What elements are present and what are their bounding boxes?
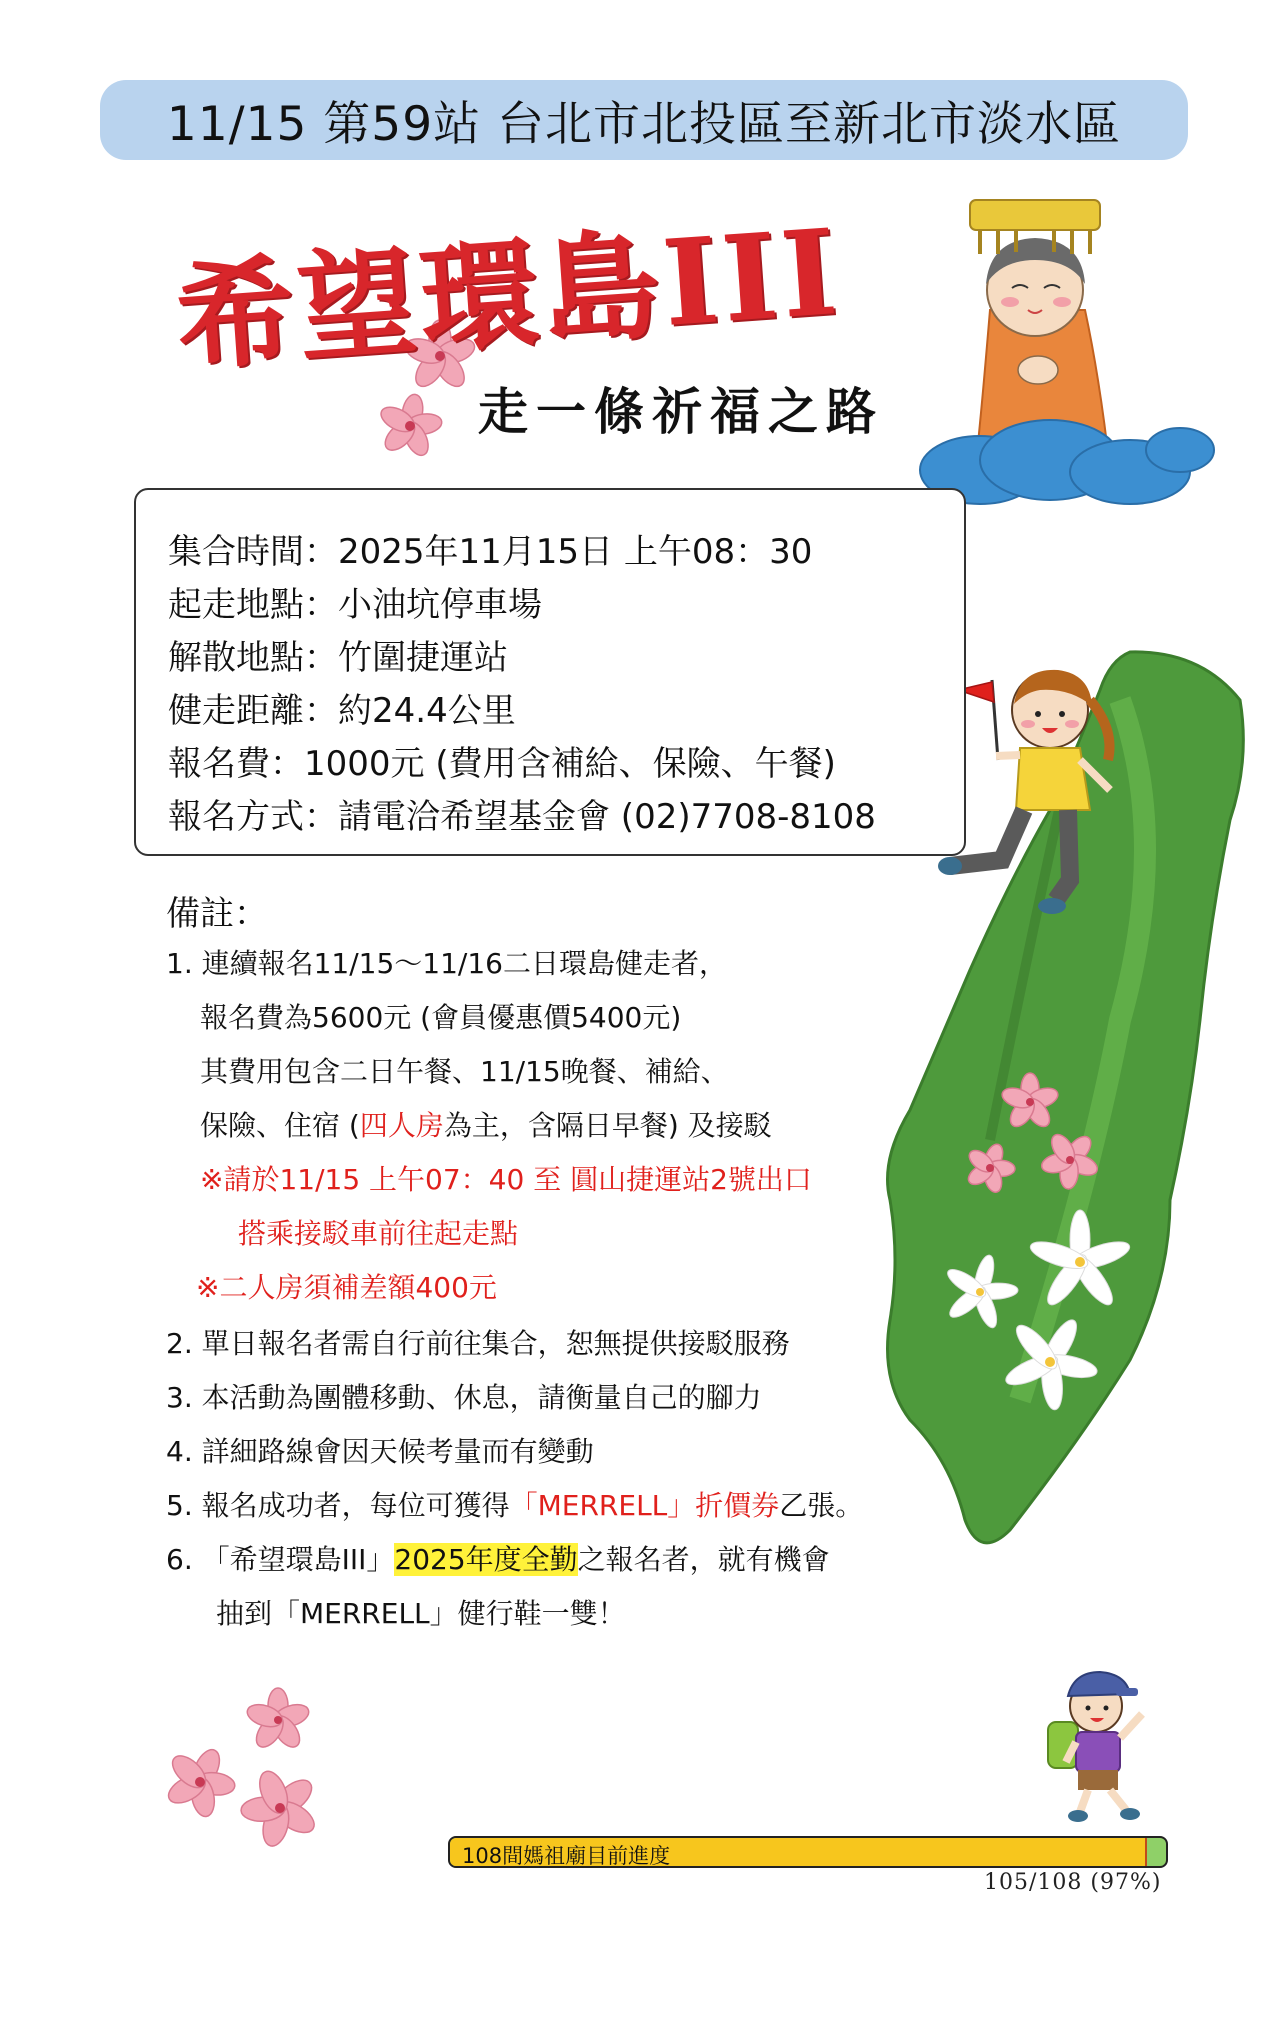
registration-method: 報名方式：請電洽希望基金會 (02)7708-8108 xyxy=(168,797,876,837)
header-bar xyxy=(100,80,1188,160)
registration-fee: 報名費：1000元 (費用含補給、保險、午餐) xyxy=(168,744,836,784)
note-3: 3. 本活動為團體移動、休息，請衡量自己的腳力 xyxy=(166,1381,762,1414)
sakura-flower-icon xyxy=(164,1746,236,1819)
walking-distance: 健走距離：約24.4公里 xyxy=(168,691,516,731)
tung-flower-icon xyxy=(1027,1210,1132,1310)
assembly-time: 集合時間：2025年11月15日 上午08：30 xyxy=(168,532,813,572)
temple-progress-bar xyxy=(448,1836,1168,1868)
note-5: 5. 報名成功者，每位可獲得「MERRELL」折價券乙張。 xyxy=(166,1489,864,1522)
note-4: 4. 詳細路線會因天候考量而有變動 xyxy=(166,1435,594,1468)
notes-heading: 備註： xyxy=(166,894,268,934)
progress-label: 108間媽祖廟目前進度 xyxy=(462,1844,671,1868)
girl-with-flag-icon xyxy=(940,660,1140,920)
note-1-line-2: 報名費為5600元 (會員優惠價5400元) xyxy=(200,1001,682,1034)
full-attendance-highlight: 2025年度全勤 xyxy=(394,1543,578,1576)
sakura-flower-icon xyxy=(244,1688,311,1752)
sakura-cluster-island-icon xyxy=(960,1072,1120,1212)
sakura-flower-icon xyxy=(377,393,443,459)
event-info-box xyxy=(134,488,966,856)
sakura-flower-icon xyxy=(1000,1073,1061,1131)
sakura-flower-icon xyxy=(240,1767,319,1848)
double-room-notice: ※二人房須補差額400元 xyxy=(196,1271,497,1304)
progress-count: 105/108 (97%) xyxy=(984,1870,1162,1895)
note-1-line-3: 其費用包含二日午餐、11/15晚餐、補給、 xyxy=(200,1055,729,1088)
note-6-line-2: 抽到「MERRELL」健行鞋一雙！ xyxy=(216,1597,626,1630)
note-1-line-4: 保險、住宿 (四人房為主，含隔日早餐) 及接駁 xyxy=(200,1109,772,1142)
note-1-line-1: 1. 連續報名11/15～11/16二日環島健走者， xyxy=(166,947,727,980)
merrell-coupon-text: 「MERRELL」折價券 xyxy=(509,1489,780,1522)
start-location: 起走地點：小油坑停車場 xyxy=(168,585,542,625)
page-title: 11/15 第59站 台北市北投區至新北市淡水區 xyxy=(166,96,1122,152)
note-2: 2. 單日報名者需自行前往集合，恕無提供接駁服務 xyxy=(166,1327,790,1360)
tung-flower-icon xyxy=(1002,1315,1099,1410)
four-person-room-text: 四人房 xyxy=(359,1109,444,1142)
tung-flower-icon xyxy=(944,1253,1019,1330)
campaign-title: 希望環島III xyxy=(171,201,846,388)
tung-flower-cluster-icon xyxy=(940,1222,1140,1452)
shuttle-notice-line-2: 搭乘接駁車前往起走點 xyxy=(238,1217,519,1250)
shuttle-notice-line-1: ※請於11/15 上午07：40 至 圓山捷運站2號出口 xyxy=(200,1163,812,1196)
note-6-line-1: 6. 「希望環島III」2025年度全勤之報名者，就有機會 xyxy=(166,1543,830,1576)
sakura-cluster-bottom-icon xyxy=(160,1690,340,1870)
mazu-goddess-on-cloud-icon xyxy=(920,180,1240,520)
sakura-flower-icon xyxy=(1040,1131,1101,1190)
sakura-flower-icon xyxy=(965,1142,1015,1194)
end-location: 解散地點：竹圍捷運站 xyxy=(168,638,508,678)
campaign-subtitle: 走一條祈福之路 xyxy=(478,383,884,441)
hiker-boy-icon xyxy=(1030,1664,1170,1824)
